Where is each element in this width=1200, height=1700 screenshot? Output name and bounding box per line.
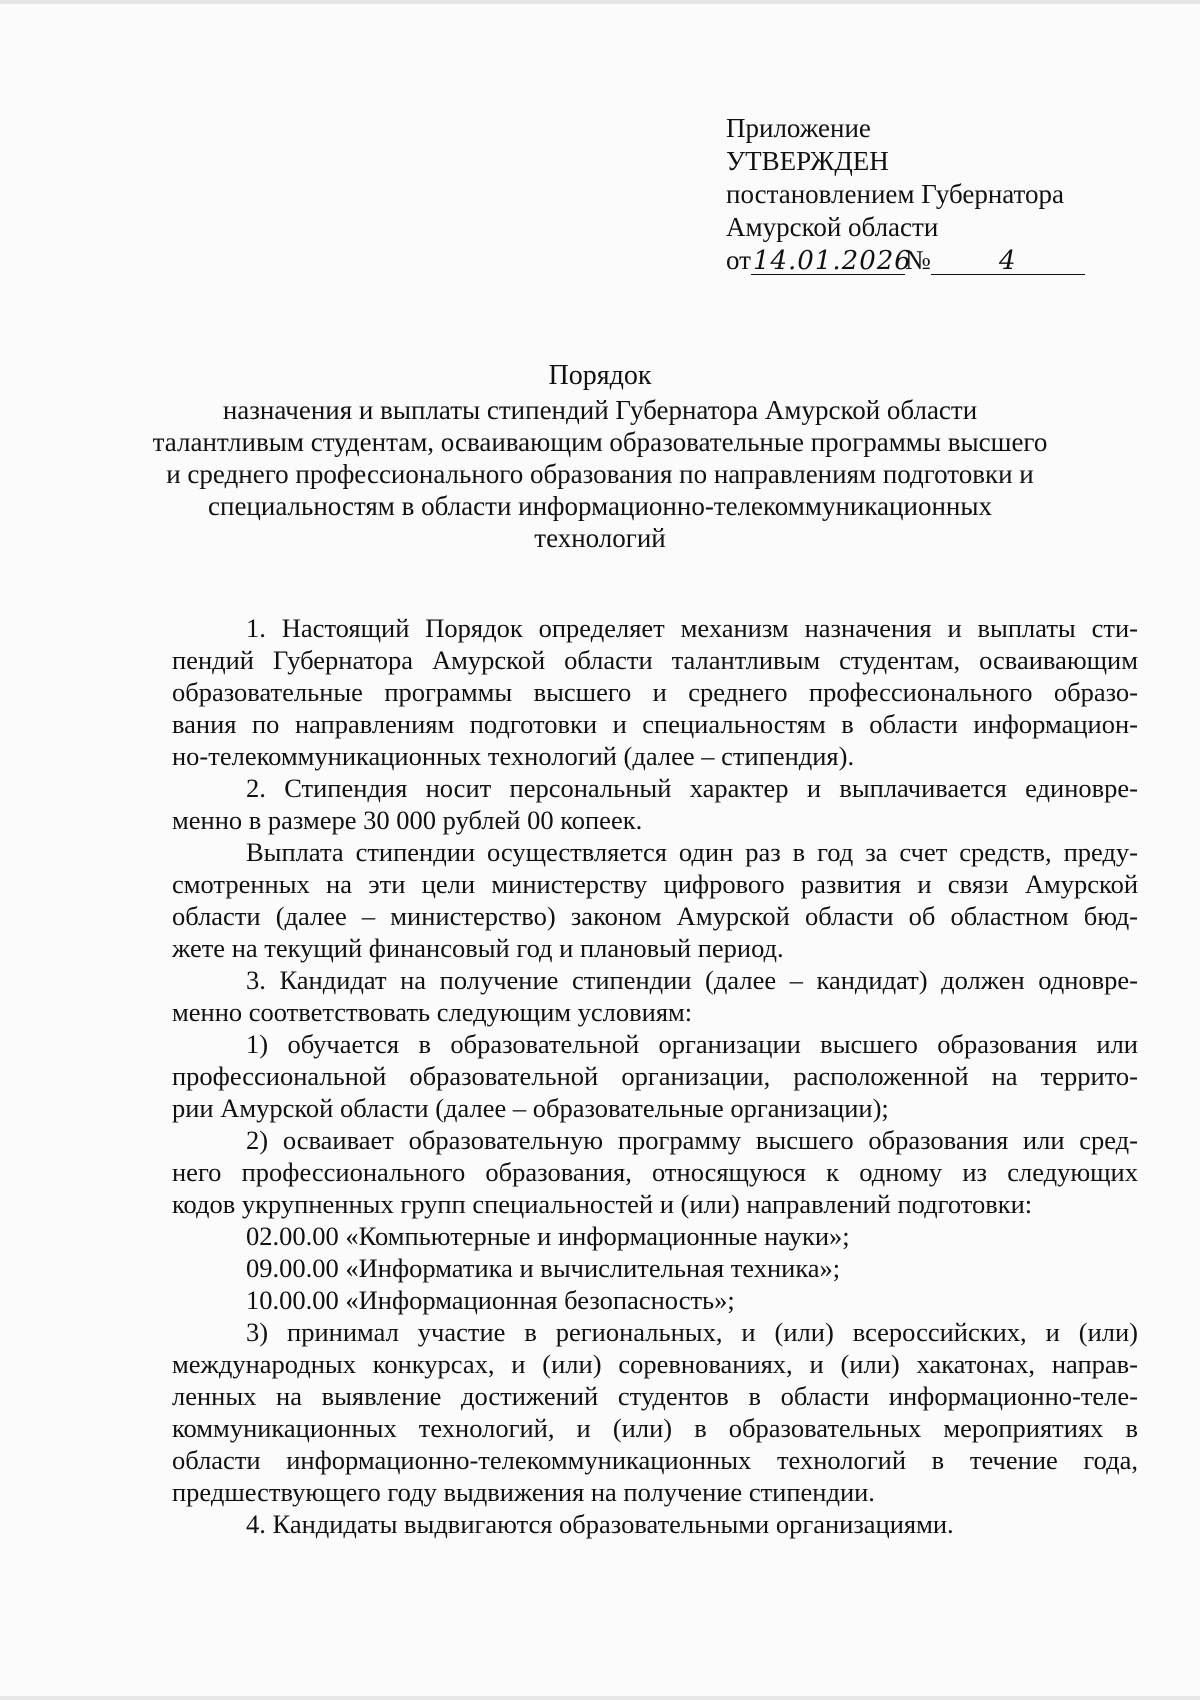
title-heading: Порядок [548,360,652,391]
document-body [172,612,1138,1540]
title-line: назначения и выплаты стипендий Губернатора Амурской области [222,395,978,425]
scan-top-edge [0,0,1200,4]
body-line: смотренных на эти цели министерству цифрового развития и связи Амурской [172,869,1138,899]
scan-bottom-edge [0,1696,1200,1700]
body-line: жете на текущий финансовый год и плановый период. [172,933,784,963]
stamp-number-label: № [904,245,931,275]
body-line: профессиональной образовательной организации, расположенной на террито- [172,1061,1138,1091]
body-line: рии Амурской области (далее – образовательные организации); [172,1093,889,1123]
body-line: Выплата стипендии осуществляется один раз в год за счет средств, преду- [246,837,1138,867]
body-line: 2) осваивает образовательную программу высшего образования или сред- [246,1125,1138,1155]
body-line: ленных на выявление достижений студентов в области информационно-теле- [172,1381,1138,1411]
body-line: 10.00.00 «Информационная безопасность»; [246,1285,735,1315]
body-line: менно в размере 30 000 рублей 00 копеек. [172,805,643,835]
stamp-from-label: от [726,245,751,275]
body-line: 02.00.00 «Компьютерные и информационные науки»; [246,1221,850,1251]
approval-stamp [726,112,1085,277]
title-line: талантливым студентам, осваивающим образовательные программы высшего [152,427,1048,457]
body-line: 3) принимал участие в региональных, и (или) всероссийских, и (или) [246,1317,1138,1347]
body-line: области (далее – министерство) законом Амурской области об областном бюд- [172,901,1138,931]
body-line: 3. Кандидат на получение стипендии (далее – кандидат) должен одновре- [246,965,1138,995]
handwritten-number: 4 [931,248,1085,275]
body-line: вания по направлениям подготовки и специальностям в области информацион- [172,709,1138,739]
body-line: 1) обучается в образовательной организации высшего образования или [246,1029,1138,1059]
stamp-decree: постановлением Губернатора [726,179,1064,209]
body-line: области информационно-телекоммуникационных технологий в течение года, [172,1445,1138,1475]
title-line: и среднего профессионального образования по направлениям подготовки и [166,459,1034,489]
body-line: 09.00.00 «Информатика и вычислительная техника»; [246,1253,841,1283]
body-line: него профессионального образования, относящуюся к одному из следующих [172,1157,1138,1187]
body-line: но-телекоммуникационных технологий (далее – стипендия). [172,741,855,771]
stamp-region: Амурской области [726,212,939,242]
document-title [0,360,1200,554]
title-line: специальностям в области информационно-телекоммуникационных [208,491,992,521]
stamp-date-line [726,244,1085,277]
body-line: пендий Губернатора Амурской области талантливым студентам, осваивающим [172,645,1138,675]
body-line: образовательные программы высшего и среднего профессионального образо- [172,677,1138,707]
stamp-approved: УТВЕРЖДЕН [726,146,889,176]
body-line: предшествующего году выдвижения на получение стипендии. [172,1477,875,1507]
body-line: 1. Настоящий Порядок определяет механизм назначения и выплаты сти- [246,613,1138,643]
title-line: технологий [534,523,666,553]
body-line: коммуникационных технологий, и (или) в образовательных мероприятиях в [172,1413,1138,1443]
body-line: международных конкурсах, и (или) соревнованиях, и (или) хакатонах, направ- [172,1349,1138,1379]
handwritten-date: 14.01.2026 [752,246,912,276]
body-line: менно соответствовать следующим условиям: [172,997,693,1027]
body-line: кодов укрупненных групп специальностей и (или) направлений подготовки: [172,1189,1033,1219]
body-line: 2. Стипендия носит персональный характер и выплачивается единовре- [246,773,1138,803]
body-line: 4. Кандидаты выдвигаются образовательными организациями. [246,1509,954,1539]
stamp-appendix: Приложение [726,113,871,143]
